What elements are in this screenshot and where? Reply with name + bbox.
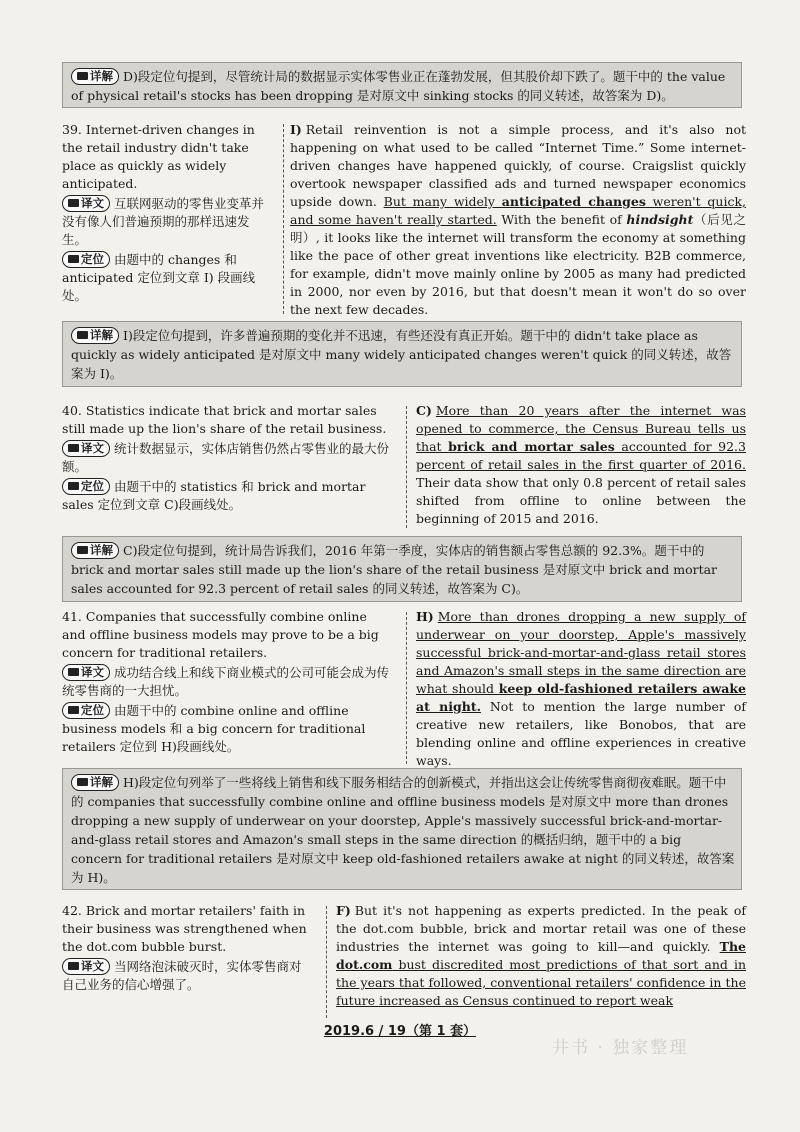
- book-icon: [77, 546, 88, 554]
- underlined-text: More than drones dropping a new supply of underwear on your doorstep, Apple's massively successful brick-and-mortar-and-glass retail stores and Amazon's small steps in the same direction are what should: [416, 609, 746, 696]
- question-42: [62, 902, 310, 994]
- locate-text: 由题干中的 statistics 和 brick and mortar sales 定位到文章 C)段画线处。: [62, 479, 366, 512]
- question-number: 39.: [62, 122, 82, 137]
- question-number: 40.: [62, 403, 82, 418]
- translation-text: 当网络泡沫破灭时，实体零售商对自己业务的信心增强了。: [62, 959, 302, 992]
- column-divider: [283, 124, 284, 314]
- question-number: 41.: [62, 609, 82, 624]
- italic-term: hindsight: [626, 212, 694, 227]
- book-icon: [77, 72, 88, 80]
- passage-text: But it's not happening as experts predicted. In the peak of the dot.com bubble, brick and mortar retail was one of these industries the internet was going to kill—and quickly.: [336, 903, 746, 954]
- paragraph-letter: F): [336, 903, 351, 918]
- bold-underlined-text: keep old-fashioned retailers awake at night.: [416, 681, 746, 714]
- detail-box-38: [62, 62, 742, 108]
- translation-tag: 译文: [62, 195, 110, 212]
- passage-text: Not to mention the large number of creative new retailers, like Bonobos, that are blending online and offline experiences in creative ways.: [416, 699, 746, 768]
- column-divider: [406, 612, 407, 764]
- passage-I: [290, 121, 746, 319]
- question-number: 42.: [62, 903, 82, 918]
- watermark-text: 井书 · 独家整理: [552, 1038, 689, 1058]
- translation-tag: 译文: [62, 958, 110, 975]
- bold-underlined-text: The dot.com: [336, 939, 746, 972]
- detail-box-40: [62, 536, 742, 602]
- book-icon: [68, 199, 79, 207]
- passage-text: Their data show that only 0.8 percent of retail sales shifted from offline to online between the beginning of 2015 and 2016.: [416, 475, 746, 526]
- passage-F: [336, 902, 746, 1010]
- book-icon: [68, 706, 79, 714]
- passage-H: [416, 608, 746, 770]
- book-icon: [68, 668, 79, 676]
- question-stem: Brick and mortar retailers' faith in their business was strengthened when the dot.com bubble burst.: [62, 903, 307, 954]
- detail-tag: 详解: [71, 774, 119, 791]
- book-icon: [77, 778, 88, 786]
- paragraph-letter: H): [416, 609, 434, 624]
- passage-text: （后见之明）, it looks like the internet will transform the economy at something like the pace of other great inventions like electricity. B2B commerce, for example, didn't move mainly online by 2005 as many had predicted in 2000, nor even by 2016, but that doesn't mean it won't do so over the next few decades.: [290, 212, 746, 317]
- locate-tag: 定位: [62, 251, 110, 268]
- question-stem: Companies that successfully combine online and offline business models may prove to be a big concern for traditional retailers.: [62, 609, 379, 660]
- translation-text: 统计数据显示，实体店销售仍然占零售业的最大份额。: [62, 441, 390, 474]
- detail-text: H)段定位句列举了一些将线上销售和线下服务相结合的创新模式，并指出这会让传统零售商彻夜难眠。题干中的 companies that successfully combine online and offline business models 是对原文中 more than drones dropping a new supply of underwear on your doorstep, Apple's massively successful brick-and-mortar-and-glass retail stores and Amazon's small steps in the same direction 的概括归纳，题干中的 a big concern for traditional retailers 是对原文中 keep old-fashioned retailers awake at night 的同义转述，故答案为 H)。: [71, 775, 735, 885]
- detail-tag: 详解: [71, 542, 119, 559]
- column-divider: [326, 906, 327, 1018]
- detail-text: C)段定位句提到，统计局告诉我们，2016 年第一季度，实体店的销售额占零售总额的 92.3%。题干中的 brick and mortar sales still made up the lion's share of the retail business 是对原文中 brick and mortar sales accounted for 92.3 percent of retail sales 的同义转述，故答案为 C)。: [71, 543, 718, 596]
- translation-text: 互联网驱动的零售业变革并没有像人们普遍预期的那样迅速发生。: [62, 196, 265, 247]
- underlined-text: More than 20 years after the internet was opened to commerce, the Census Bureau tells us that: [416, 403, 746, 454]
- paragraph-letter: C): [416, 403, 432, 418]
- locate-tag: 定位: [62, 478, 110, 495]
- paragraph-letter: I): [290, 122, 302, 137]
- locate-text: 由题干中的 combine online and offline business models 和 a big concern for traditional retailers 定位到 H)段画线处。: [62, 703, 366, 754]
- passage-text: Retail reinvention is not a simple process, and it's also not happening on what used to be called “Internet Time.” Some internet-driven changes have happened quickly, of course. Craigslist quickly overtook newspaper classified ads and turned newspaper economics upside down.: [290, 122, 746, 209]
- question-stem: Internet-driven changes in the retail industry didn't take place as quickly as widely anticipated.: [62, 122, 255, 191]
- book-icon: [77, 331, 88, 339]
- translation-text: 成功结合线上和线下商业模式的公司可能会成为传统零售商的一大担忧。: [62, 665, 390, 698]
- underlined-text: accounted for 92.3 percent of retail sales in the first quarter of 2016.: [416, 439, 746, 472]
- book-icon: [68, 482, 79, 490]
- footer-text: 2019.6 / 19（第 1 套）: [323, 1024, 477, 1039]
- book-icon: [68, 255, 79, 263]
- book-icon: [68, 444, 79, 452]
- passage-C: [416, 402, 746, 528]
- detail-tag: 详解: [71, 68, 119, 85]
- underlined-text: bust discredited most predictions of that sort and in the years that followed, conventional retailers' confidence in the future increased as Census continued to report weak: [336, 957, 746, 1008]
- translation-tag: 译文: [62, 664, 110, 681]
- column-divider: [406, 406, 407, 528]
- passage-text: With the benefit of: [496, 212, 627, 227]
- detail-text: I)段定位句提到，许多普遍预期的变化并不迅速，有些还没有真正开始。题干中的 didn't take place as quickly as widely anticipated 是对原文中 many widely anticipated changes weren't quick 的同义转述，故答案为 I)。: [71, 328, 732, 381]
- question-40: [62, 402, 392, 514]
- question-41: [62, 608, 392, 756]
- detail-box-41: [62, 768, 742, 890]
- underlined-text: weren't quick, and some haven't really started.: [290, 194, 746, 227]
- question-stem: Statistics indicate that brick and mortar sales still made up the lion's share of the retail business.: [62, 403, 387, 436]
- book-icon: [68, 962, 79, 970]
- detail-box-39: [62, 321, 742, 387]
- bold-underlined-text: anticipated changes: [501, 194, 646, 209]
- translation-tag: 译文: [62, 440, 110, 457]
- question-39: [62, 121, 264, 305]
- detail-tag: 详解: [71, 327, 119, 344]
- locate-tag: 定位: [62, 702, 110, 719]
- detail-text: D)段定位句提到，尽管统计局的数据显示实体零售业正在蓬勃发展，但其股价却下跌了。题干中的 the value of physical retail's stocks has been dropping 是对原文中 sinking stocks 的同义转述，故答案为 D)。: [71, 69, 726, 103]
- locate-text: 由题中的 changes 和 anticipated 定位到文章 I) 段画线处。: [62, 252, 256, 303]
- bold-underlined-text: brick and mortar sales: [448, 439, 615, 454]
- underlined-text: But many widely: [383, 194, 502, 209]
